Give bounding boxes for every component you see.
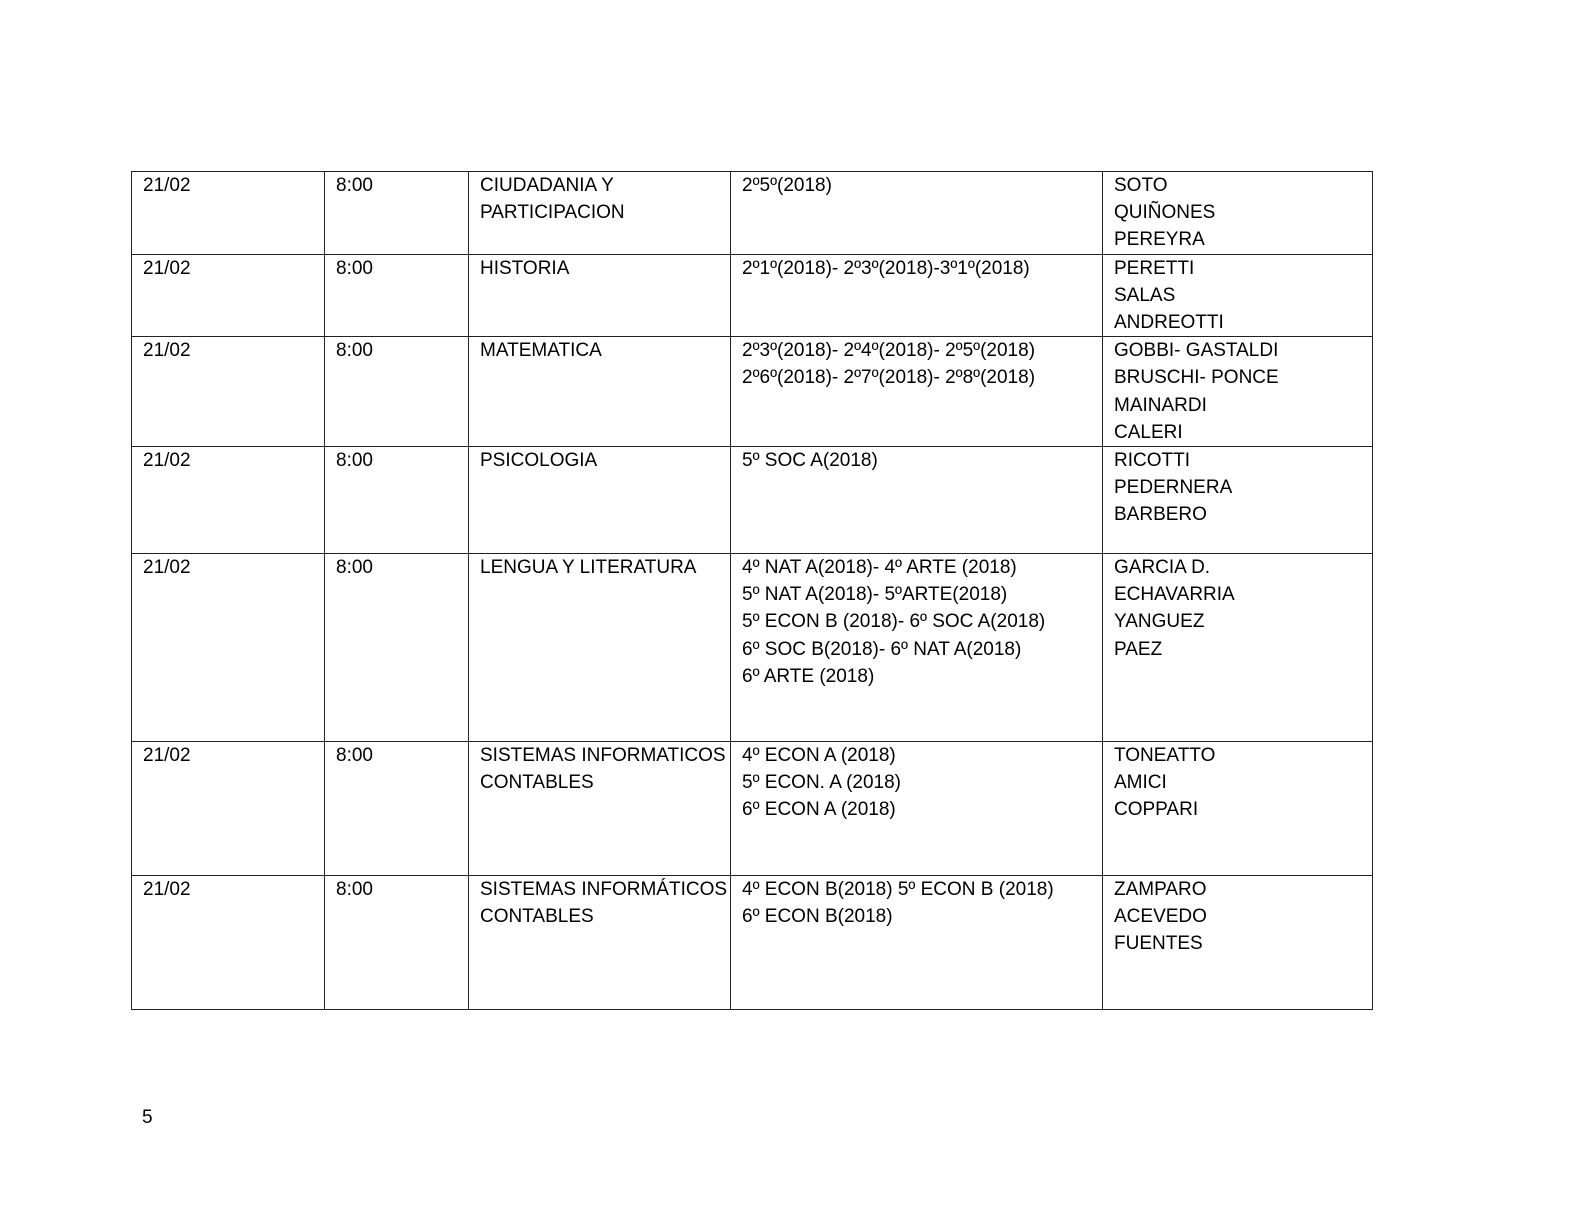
teachers-cell-line: BARBERO: [1114, 504, 1207, 526]
date-cell-text: 21/02: [143, 175, 191, 196]
courses-cell: [731, 554, 1103, 742]
page-number: 5: [142, 1107, 153, 1128]
teachers-cell-line: CALERI: [1114, 421, 1183, 443]
teachers-cell-line: PAEZ: [1114, 638, 1163, 660]
courses-cell: [731, 254, 1103, 337]
date-cell-text: 21/02: [143, 257, 191, 279]
teachers-cell-line: SALAS: [1114, 284, 1176, 306]
courses-cell: [731, 172, 1103, 255]
date-cell: [132, 172, 325, 255]
teachers-cell: [1103, 254, 1373, 337]
table-row: [132, 876, 1373, 1010]
teachers-cell: [1103, 337, 1373, 447]
teachers-cell-line: MAINARDI: [1114, 394, 1207, 416]
subject-cell-line: CONTABLES: [480, 906, 594, 928]
teachers-cell-line: RICOTTI: [1114, 450, 1190, 472]
time-cell: [325, 447, 469, 554]
date-cell-text: 21/02: [143, 450, 191, 472]
time-cell: [325, 254, 469, 337]
courses-cell-line: 5º ECON B (2018)- 6º SOC A(2018): [742, 611, 1046, 633]
time-cell: [325, 172, 469, 255]
teachers-cell-line: SOTO: [1114, 175, 1168, 196]
teachers-cell-line: YANGUEZ: [1114, 611, 1205, 633]
date-cell: [132, 876, 325, 1010]
time-cell: [325, 876, 469, 1010]
subject-cell: [469, 172, 731, 255]
subject-cell: [469, 876, 731, 1010]
subject-cell: [469, 337, 731, 447]
time-cell-text: 8:00: [336, 745, 373, 767]
subject-cell-line: SISTEMAS INFORMATICOS: [480, 745, 726, 767]
subject-cell: [469, 447, 731, 554]
date-cell: [132, 337, 325, 447]
subject-cell-line: SISTEMAS INFORMÁTICOS: [480, 879, 728, 901]
teachers-cell: [1103, 447, 1373, 554]
subject-cell-line: HISTORIA: [480, 257, 570, 279]
courses-cell: [731, 337, 1103, 447]
courses-cell-line: 2º6º(2018)- 2º7º(2018)- 2º8º(2018): [742, 367, 1036, 389]
teachers-cell-line: PEDERNERA: [1114, 477, 1233, 499]
courses-cell-line: 4º ECON B(2018) 5º ECON B (2018): [742, 879, 1054, 901]
teachers-cell-line: GOBBI- GASTALDI: [1114, 340, 1279, 362]
teachers-cell-line: FUENTES: [1114, 933, 1203, 955]
courses-cell-line: 4º NAT A(2018)- 4º ARTE (2018): [742, 557, 1017, 579]
table-row: [132, 554, 1373, 742]
subject-cell: [469, 742, 731, 876]
date-cell-text: 21/02: [143, 745, 191, 767]
subject-cell-line: CONTABLES: [480, 772, 594, 794]
time-cell-text: 8:00: [336, 557, 373, 579]
table-row: [132, 337, 1373, 447]
subject-cell-line: MATEMATICA: [480, 340, 602, 362]
teachers-cell: [1103, 172, 1373, 255]
courses-cell: [731, 742, 1103, 876]
courses-cell-line: 6º ECON A (2018): [742, 799, 896, 821]
courses-cell-line: 6º ECON B(2018): [742, 906, 893, 928]
teachers-cell: [1103, 554, 1373, 742]
subject-cell: [469, 554, 731, 742]
table-row: [132, 254, 1373, 337]
date-cell: [132, 447, 325, 554]
courses-cell-line: 6º SOC B(2018)- 6º NAT A(2018): [742, 638, 1022, 660]
courses-cell: [731, 876, 1103, 1010]
teachers-cell-line: PERETTI: [1114, 257, 1195, 279]
teachers-cell-line: GARCIA D.: [1114, 557, 1211, 579]
date-cell-text: 21/02: [143, 340, 191, 362]
teachers-cell-line: COPPARI: [1114, 799, 1199, 821]
date-cell-text: 21/02: [143, 879, 191, 901]
teachers-cell: [1103, 876, 1373, 1010]
table-row: [132, 742, 1373, 876]
time-cell-text: 8:00: [336, 450, 373, 472]
courses-cell-line: 6º ARTE (2018): [742, 665, 875, 687]
teachers-cell-line: QUIÑONES: [1114, 202, 1216, 224]
date-cell: [132, 554, 325, 742]
date-cell-text: 21/02: [143, 557, 191, 579]
time-cell-text: 8:00: [336, 879, 373, 901]
time-cell: [325, 742, 469, 876]
teachers-cell-line: TONEATTO: [1114, 745, 1216, 767]
courses-cell-line: 2º3º(2018)- 2º4º(2018)- 2º5º(2018): [742, 340, 1036, 362]
date-cell: [132, 254, 325, 337]
time-cell: [325, 337, 469, 447]
teachers-cell-line: ZAMPARO: [1114, 879, 1207, 901]
time-cell-text: 8:00: [336, 340, 373, 362]
table-row: [132, 447, 1373, 554]
table-row: [132, 172, 1373, 255]
time-cell-text: 8:00: [336, 257, 373, 279]
teachers-cell-line: BRUSCHI- PONCE: [1114, 367, 1279, 389]
exam-schedule-table: [131, 171, 1373, 1010]
subject-cell: [469, 254, 731, 337]
subject-cell-line: PSICOLOGIA: [480, 450, 598, 472]
time-cell: [325, 554, 469, 742]
time-cell-text: 8:00: [336, 175, 373, 196]
schedule-table-body: [132, 172, 1373, 1010]
courses-cell-line: 5º SOC A(2018): [742, 450, 878, 472]
teachers-cell-line: ANDREOTTI: [1114, 312, 1224, 334]
subject-cell-line: LENGUA Y LITERATURA: [480, 557, 697, 579]
subject-cell-line: CIUDADANIA Y: [480, 175, 614, 196]
courses-cell-line: 2º5º(2018): [742, 175, 832, 196]
subject-cell-line: PARTICIPACION: [480, 202, 625, 224]
teachers-cell-line: PEREYRA: [1114, 229, 1205, 251]
courses-cell-line: 4º ECON A (2018): [742, 745, 896, 767]
teachers-cell-line: ECHAVARRIA: [1114, 584, 1235, 606]
teachers-cell-line: AMICI: [1114, 772, 1167, 794]
courses-cell-line: 5º NAT A(2018)- 5ºARTE(2018): [742, 584, 1008, 606]
courses-cell-line: 5º ECON. A (2018): [742, 772, 902, 794]
teachers-cell: [1103, 742, 1373, 876]
courses-cell-line: 2º1º(2018)- 2º3º(2018)-3º1º(2018): [742, 257, 1030, 279]
teachers-cell-line: ACEVEDO: [1114, 906, 1207, 928]
courses-cell: [731, 447, 1103, 554]
date-cell: [132, 742, 325, 876]
